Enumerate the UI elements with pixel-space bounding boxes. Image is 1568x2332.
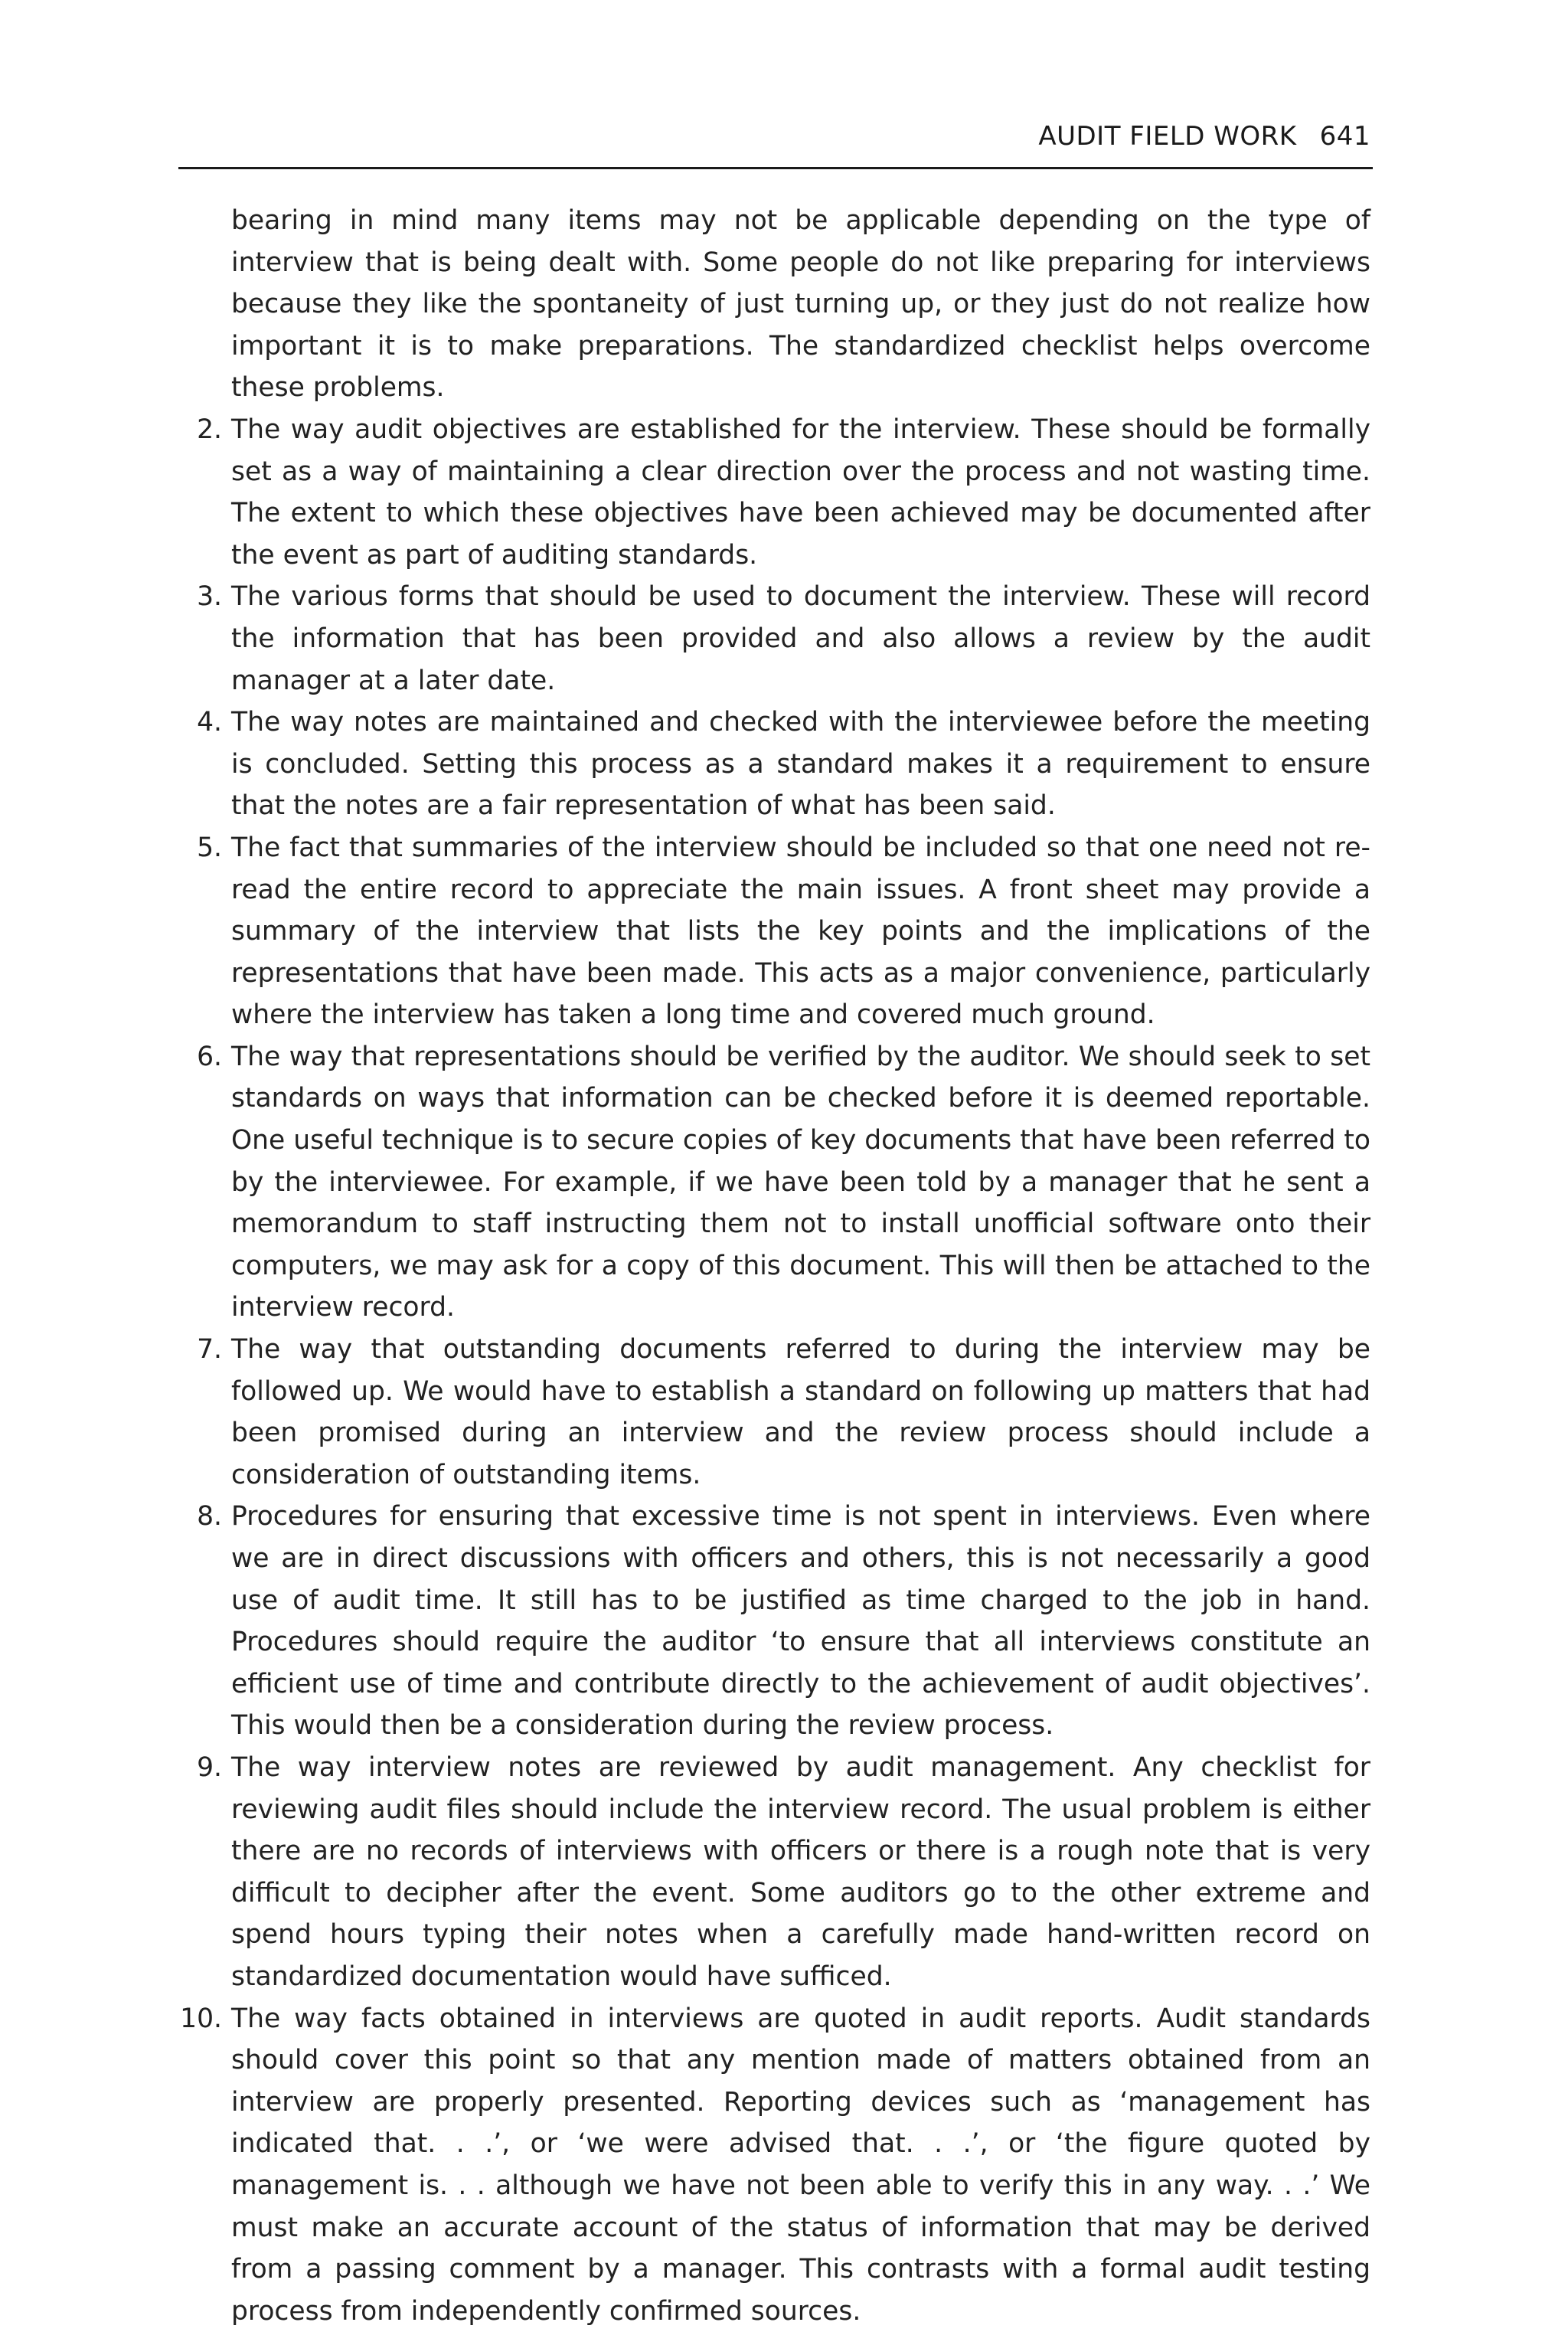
list-item-text: The various forms that should be used to document the interview. These will record the information that has been provided and also allows a review by the audit manager at a later date. bbox=[231, 581, 1370, 696]
list-item-number: 10. bbox=[180, 2003, 222, 2034]
list-item-number: 7. bbox=[197, 1334, 222, 1366]
intro-paragraph: bearing in mind many items may not be applicable depending on the type of interview that is being dealt with. Some people do not like preparing for interviews because they like the spontaneity of just turning up, or they just do not realize how important it is to make preparations. The standardized checklist helps overcome these problems. bbox=[231, 205, 1370, 404]
list-item-text: The way interview notes are reviewed by audit management. Any checklist for reviewing audit files should include the interview record. The usual problem is either there are no records of interviews with officers or there is a rough note that is very difficult to decipher after the event. Some auditors go to the other extreme and spend hours typing their notes when a carefully made hand-written record on standardized documentation would have sufficed. bbox=[231, 1751, 1370, 1992]
list-item-number: 6. bbox=[197, 1041, 222, 1072]
list-item bbox=[180, 1998, 1370, 2332]
list-item-number: 4. bbox=[197, 707, 222, 738]
list-item bbox=[197, 1036, 1370, 1329]
list-item-number: 8. bbox=[197, 1501, 222, 1532]
page-number: 641 bbox=[1319, 121, 1370, 152]
list-item bbox=[197, 1496, 1370, 1747]
list-item-number: 3. bbox=[197, 581, 222, 613]
numbered-list bbox=[180, 409, 1370, 2332]
list-item-text: Procedures for ensuring that excessive time is not spent in interviews. Even where we are in direct discussions with officers and others, this is not necessarily a good use of audit time. It still has to be justified as time charged to the job in hand. Procedures should require the auditor ‘to ensure that all interviews constitute an efficient use of time and contribute directly to the achievement of audit objectives’. This would then be a consideration during the review process. bbox=[231, 1501, 1370, 1742]
body-text bbox=[180, 200, 1370, 2332]
running-head bbox=[180, 116, 1370, 156]
list-item-text: The way facts obtained in interviews are quoted in audit reports. Audit standards should cover this point so that any mention made of matters obtained from an interview are properly presented. Reporting devices such as ‘management has indicated that. . .’, or ‘we were advised that. . .’, or ‘the figure quoted by management is. . . although we have not been able to verify this in any way. . .’ We must make an accurate account of the status of information that may be derived from a passing comment by a manager. This contrasts with a formal audit testing process from independently confirmed sources. bbox=[231, 2003, 1370, 2327]
header-rule bbox=[178, 167, 1373, 169]
list-item-text: The way notes are maintained and checked with the interviewee before the meeting is concluded. Setting this process as a standard makes it a requirement to ensure that the notes are a fair representation of what has been said. bbox=[231, 707, 1370, 822]
list-item-text: The way that representations should be verified by the auditor. We should seek to set standards on ways that information can be checked before it is deemed reportable. One useful technique is to secure copies of key documents that have been referred to by the interviewee. For example, if we have been told by a manager that he sent a memorandum to staff instructing them not to install unofficial software onto their computers, we may ask for a copy of this document. This will then be attached to the interview record. bbox=[231, 1041, 1370, 1323]
running-title: AUDIT FIELD WORK bbox=[1038, 121, 1297, 152]
list-item-text: The fact that summaries of the interview should be included so that one need not re-read the entire record to appreciate the main issues. A front sheet may provide a summary of the interview that lists the key points and the implications of the representations that have been made. This acts as a major convenience, particularly where the interview has taken a long time and covered much ground. bbox=[231, 832, 1370, 1031]
list-item-text: The way that outstanding documents referred to during the interview may be followed up. We would have to establish a standard on following up matters that had been promised during an interview and the review process should include a consideration of outstanding items. bbox=[231, 1334, 1370, 1490]
list-item bbox=[197, 1329, 1370, 1496]
list-item-number: 9. bbox=[197, 1751, 222, 1783]
list-item bbox=[197, 409, 1370, 576]
list-item-number: 5. bbox=[197, 832, 222, 863]
list-item-text: The way audit objectives are established for the interview. These should be formally set as a way of maintaining a clear direction over the process and not wasting time. The extent to which these objectives have been achieved may be documented after the event as part of auditing standards. bbox=[231, 414, 1370, 571]
list-item bbox=[197, 576, 1370, 702]
list-item bbox=[197, 827, 1370, 1036]
list-item-number: 2. bbox=[197, 414, 222, 445]
list-item bbox=[197, 702, 1370, 827]
list-item bbox=[197, 1747, 1370, 1998]
